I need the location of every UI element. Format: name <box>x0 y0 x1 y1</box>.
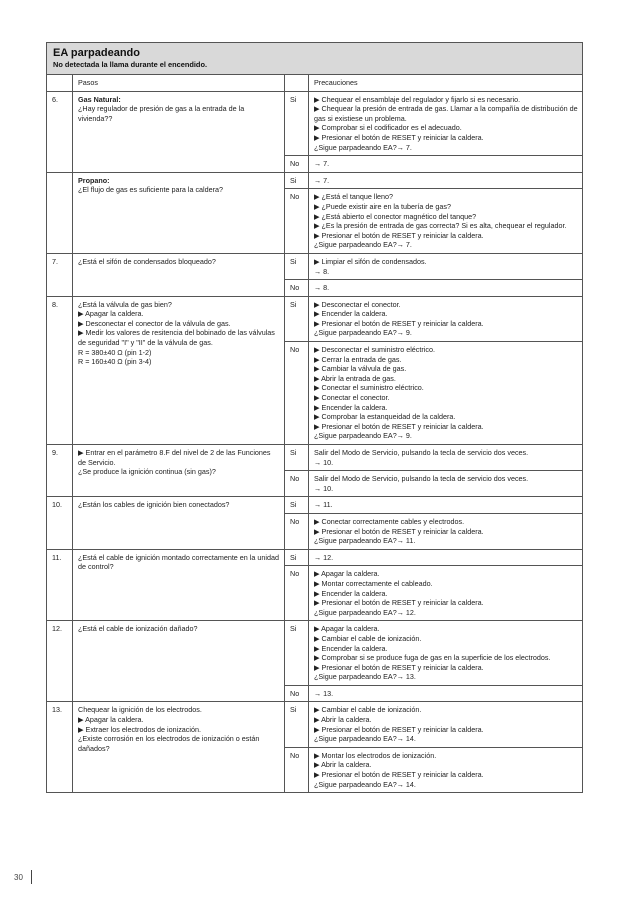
text-line: ▶ Entrar en el parámetro 8.F del nivel de 2 de las Funciones de Servicio. <box>78 448 271 467</box>
precaution-cell <box>309 342 583 445</box>
text-line: ▶ ¿Es la presión de entrada de gas correcta? Si es alta, chequear el regulador. <box>314 221 567 231</box>
answer-no: No <box>285 513 309 549</box>
step-text: ¿Está el cable de ionización dañado? <box>73 621 285 702</box>
precaution-cell <box>309 566 583 621</box>
text-line: ¿Está la válvula de gas bien? <box>78 299 172 309</box>
column-header-number <box>47 75 73 92</box>
answer-yes: Si <box>285 172 309 189</box>
text-line: ▶ Cambiar el cable de ionización. <box>314 633 422 643</box>
text-line: ¿Existe corrosión en los electrodos de ionización o están dañados? <box>78 734 260 753</box>
precaution-cell <box>309 621 583 686</box>
text-line: R = 160±40 Ω (pin 3-4) <box>78 357 152 367</box>
answer-yes: Si <box>285 497 309 514</box>
answer-no: No <box>285 685 309 702</box>
text-line: ▶ Presionar el botón de RESET y reiniciar la caldera. <box>314 421 484 431</box>
precaution-cell <box>309 471 583 497</box>
column-header-precautions: Precauciones <box>309 75 583 92</box>
step-number: 11. <box>47 549 73 621</box>
text-line: ¿Sigue parpadeando EA?→ 14. <box>314 734 416 744</box>
step-number: 7. <box>47 253 73 296</box>
text-line: ▶ Conectar correctamente cables y electrodos. <box>314 516 465 526</box>
text-line: ▶ Presionar el botón de RESET y reiniciar la caldera. <box>314 526 484 536</box>
answer-no: No <box>285 471 309 497</box>
step-number: 9. <box>47 445 73 497</box>
answer-yes: Si <box>285 296 309 341</box>
precaution-cell: → 11. <box>309 497 583 514</box>
text-line: ▶ Encender la caldera. <box>314 588 388 598</box>
table-row <box>47 91 583 156</box>
text-line: ▶ Abrir la entrada de gas. <box>314 373 396 383</box>
step-text <box>73 445 285 497</box>
text-line: ▶ ¿Está el tanque lleno? <box>314 192 394 202</box>
step-title: Propano: <box>78 175 110 185</box>
step-text <box>73 702 285 793</box>
text-line: ▶ Abrir la caldera. <box>314 760 372 770</box>
error-subtitle: No detectada la llama durante el encendido. <box>53 60 208 69</box>
text-line: ▶ Abrir la caldera. <box>314 715 372 725</box>
precaution-cell <box>309 747 583 792</box>
answer-no: No <box>285 566 309 621</box>
text-line: ¿Sigue parpadeando EA?→ 11. <box>314 536 416 546</box>
text-line: ¿Sigue parpadeando EA?→ 7. <box>314 142 412 152</box>
text-line: ▶ ¿Está abierto el conector magnético del tanque? <box>314 211 477 221</box>
text-line: ¿Sigue parpadeando EA?→ 13. <box>314 672 416 682</box>
precaution-cell <box>309 296 583 341</box>
text-line: ▶ Montar los electrodos de ionización. <box>314 750 437 760</box>
text-line: ▶ Cambiar el cable de ionización. <box>314 705 422 715</box>
text-line: ▶ Medir los valores de resitencia del bobinado de las válvulas de seguridad "I" y "II" de la válvula de gas. <box>78 328 275 348</box>
table-header <box>47 43 583 75</box>
text-line: ▶ Cambiar la válvula de gas. <box>314 364 407 374</box>
text-line: ▶ Apagar la caldera. <box>314 624 380 634</box>
text-line: ¿Sigue parpadeando EA?→ 9. <box>314 431 412 441</box>
text-line: → 10. <box>314 457 334 467</box>
text-line: → 8. <box>314 266 330 276</box>
text-line: ▶ Chequear el ensamblaje del regulador y fijarlo si es necesario. <box>314 94 521 104</box>
text-line: ¿Se produce la ignición continua (sin gas)? <box>78 467 216 477</box>
text-line: ▶ Presionar el botón de RESET y reiniciar la caldera. <box>314 770 484 780</box>
answer-no: No <box>285 280 309 297</box>
text-line: ▶ Presionar el botón de RESET y reiniciar la caldera. <box>314 662 484 672</box>
answer-no: No <box>285 747 309 792</box>
step-number <box>47 172 73 253</box>
precaution-cell: → 12. <box>309 549 583 566</box>
step-text <box>73 296 285 444</box>
text-line: Salir del Modo de Servicio, pulsando la tecla de servicio dos veces. <box>314 448 529 457</box>
step-number: 8. <box>47 296 73 444</box>
text-line: ▶ Encender la caldera. <box>314 309 388 319</box>
precaution-cell <box>309 702 583 747</box>
text-line: R = 380±40 Ω (pin 1-2) <box>78 347 152 357</box>
text-line: ¿Sigue parpadeando EA?→ 7. <box>314 240 412 250</box>
step-text: ¿Están los cables de ignición bien conectados? <box>73 497 285 549</box>
error-title: EA parpadeando <box>53 47 140 59</box>
text-line: ▶ Desconectar el conector. <box>314 299 401 309</box>
answer-no: No <box>285 342 309 445</box>
column-header-steps: Pasos <box>73 75 285 92</box>
answer-yes: Si <box>285 549 309 566</box>
table-row <box>47 296 583 341</box>
step-number: 13. <box>47 702 73 793</box>
table-row <box>47 497 583 514</box>
precaution-cell: → 7. <box>309 156 583 173</box>
text-line: ▶ Comprobar la estanqueidad de la caldera. <box>314 412 456 422</box>
precaution-cell: → 7. <box>309 172 583 189</box>
text-line: ▶ ¿Puede existir aire en la tubería de gas? <box>314 201 451 211</box>
step-number: 10. <box>47 497 73 549</box>
step-number: 6. <box>47 91 73 172</box>
table-row <box>47 702 583 747</box>
troubleshooting-table <box>46 42 583 793</box>
precaution-cell <box>309 513 583 549</box>
column-header-answer <box>285 75 309 92</box>
step-text: ¿Está el sifón de condensados bloqueado? <box>73 253 285 296</box>
text-line: ▶ Presionar el botón de RESET y reiniciar la caldera. <box>314 724 484 734</box>
text-line: ▶ Presionar el botón de RESET y reiniciar la caldera. <box>314 318 484 328</box>
precaution-cell <box>309 253 583 279</box>
text-line: ▶ Chequear la presión de entrada de gas. Llamar a la compañía de distribución de gas si existiese un problema. <box>314 104 578 123</box>
step-question: ¿El flujo de gas es suficiente para la caldera? <box>78 185 224 195</box>
text-line: ▶ Comprobar si se produce fuga de gas en la superficie de los electrodos. <box>314 653 551 663</box>
text-line: ¿Sigue parpadeando EA?→ 9. <box>314 328 412 338</box>
precaution-cell <box>309 189 583 254</box>
text-line: ▶ Apagar la caldera. <box>314 569 380 579</box>
step-question: ¿Hay regulador de presión de gas a la entrada de la vivienda?? <box>78 104 245 123</box>
page-number: 30 <box>14 873 23 882</box>
table-header-row <box>47 43 583 75</box>
text-line: ▶ Presionar el botón de RESET y reiniciar la caldera. <box>314 132 484 142</box>
text-line: ▶ Conectar el suministro eléctrico. <box>314 383 424 393</box>
step-text <box>73 91 285 172</box>
step-text <box>73 172 285 253</box>
text-line: ▶ Presionar el botón de RESET y reiniciar la caldera. <box>314 230 484 240</box>
text-line: ▶ Apagar la caldera. <box>78 715 144 725</box>
text-line: ▶ Limpiar el sifón de condensados. <box>314 256 427 266</box>
column-header-row <box>47 75 583 92</box>
page-number-divider <box>31 870 32 884</box>
table-row <box>47 549 583 566</box>
table-row <box>47 253 583 279</box>
troubleshooting-sheet <box>46 42 582 793</box>
table-row <box>47 445 583 471</box>
answer-yes: Si <box>285 253 309 279</box>
precaution-cell <box>309 445 583 471</box>
answer-yes: Si <box>285 702 309 747</box>
text-line: ▶ Desconectar el suministro eléctrico. <box>314 345 435 355</box>
precaution-cell: → 13. <box>309 685 583 702</box>
step-title: Gas Natural: <box>78 94 121 104</box>
answer-yes: Si <box>285 621 309 686</box>
answer-no: No <box>285 189 309 254</box>
text-line: ▶ Montar correctamente el cableado. <box>314 578 433 588</box>
text-line: Salir del Modo de Servicio, pulsando la tecla de servicio dos veces. <box>314 474 529 484</box>
text-line: ▶ Conectar el conector. <box>314 393 390 403</box>
text-line: ▶ Encender la caldera. <box>314 643 388 653</box>
step-number: 12. <box>47 621 73 702</box>
precaution-cell <box>309 91 583 156</box>
text-line: ¿Sigue parpadeando EA?→ 14. <box>314 779 416 789</box>
text-line: → 10. <box>314 483 334 493</box>
answer-no: No <box>285 156 309 173</box>
text-line: ▶ Extraer los electrodos de ionización. <box>78 724 201 734</box>
step-text: ¿Está el cable de ignición montado correctamente en la unidad de control? <box>73 549 285 621</box>
text-line: ▶ Cerrar la entrada de gas. <box>314 354 402 364</box>
table-row <box>47 172 583 189</box>
text-line: Chequear la ignición de los electrodos. <box>78 705 202 715</box>
text-line: ▶ Comprobar si el codificador es el adecuado. <box>314 123 462 133</box>
text-line: ¿Sigue parpadeando EA?→ 12. <box>314 607 416 617</box>
text-line: ▶ Presionar el botón de RESET y reiniciar la caldera. <box>314 598 484 608</box>
text-line: ▶ Encender la caldera. <box>314 402 388 412</box>
text-line: ▶ Desconectar el conector de la válvula de gas. <box>78 318 231 328</box>
answer-yes: Si <box>285 91 309 156</box>
answer-yes: Si <box>285 445 309 471</box>
precaution-cell: → 8. <box>309 280 583 297</box>
table-row <box>47 621 583 686</box>
text-line: ▶ Apagar la caldera. <box>78 309 144 319</box>
